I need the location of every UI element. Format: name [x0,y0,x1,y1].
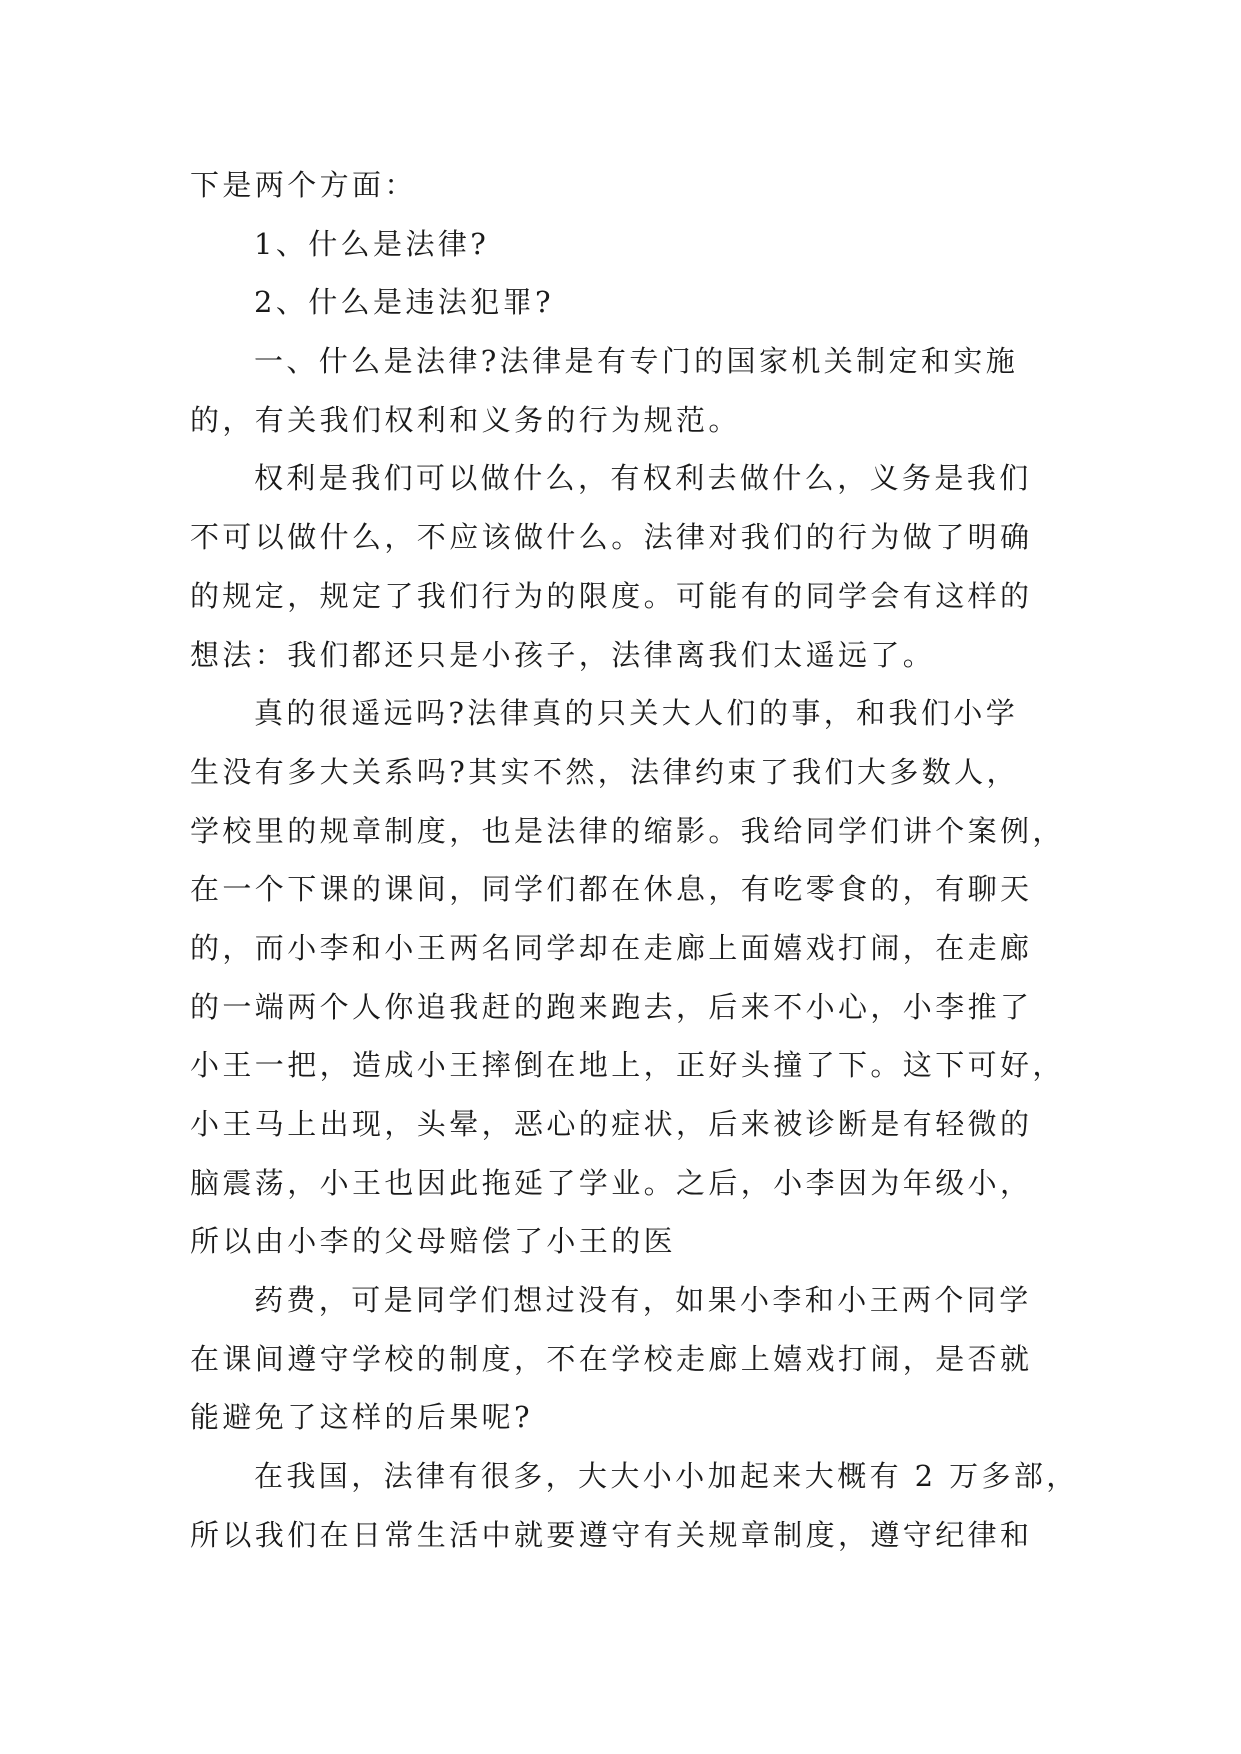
text-line: 2、什么是违法犯罪? [254,285,554,320]
text-line: 学校里的规章制度，也是法律的缩影。我给同学们讲个案例， [190,813,1065,848]
text-line: 一、什么是法律?法律是有专门的国家机关制定和实施 [254,344,1019,379]
text-line: 在我国，法律有很多，大大小小加起来大概有 2 万多部， [254,1459,1079,1494]
text-line: 1、什么是法律? [254,226,490,261]
text-line: 权利是我们可以做什么，有权利去做什么，义务是我们 [254,461,1032,496]
text-line: 小王马上出现，头晕，恶心的症状，后来被诊断是有轻微的 [190,1107,1033,1141]
text-line: 下是两个方面： [190,168,417,202]
text-line: 所以由小李的父母赔偿了小王的医 [190,1224,677,1259]
text-line: 的一端两个人你追我赶的跑来跑去，后来不小心，小李推了 [190,989,1033,1024]
text-line: 的，而小李和小王两名同学却在走廊上面嬉戏打闹，在走廊 [190,930,1033,965]
text-line: 所以我们在日常生活中就要遵守有关规章制度，遵守纪律和 [190,1517,1033,1552]
text-line: 想法：我们都还只是小孩子，法律离我们太遥远了。 [190,637,936,672]
text-line: 脑震荡，小王也因此拖延了学业。之后，小李因为年级小， [190,1165,1033,1200]
body-text [190,156,1079,1565]
text-line: 生没有多大关系吗?其实不然，法律约束了我们大多数人， [190,754,1019,789]
text-line: 在一个下课的课间，同学们都在休息，有吃零食的，有聊天 [190,872,1033,907]
text-line: 的规定，规定了我们行为的限度。可能有的同学会有这样的 [190,578,1033,613]
text-line: 不可以做什么，不应该做什么。法律对我们的行为做了明确 [190,520,1033,555]
text-line: 的，有关我们权利和义务的行为规范。 [190,402,741,437]
text-line: 真的很遥远吗?法律真的只关大人们的事，和我们小学 [254,696,1019,731]
text-line: 小王一把，造成小王摔倒在地上，正好头撞了下。这下可好， [190,1048,1065,1083]
text-line: 在课间遵守学校的制度，不在学校走廊上嬉戏打闹，是否就 [190,1341,1033,1376]
text-line: 能避免了这样的后果呢? [190,1400,533,1435]
text-line: 药费，可是同学们想过没有，如果小李和小王两个同学 [254,1283,1032,1318]
